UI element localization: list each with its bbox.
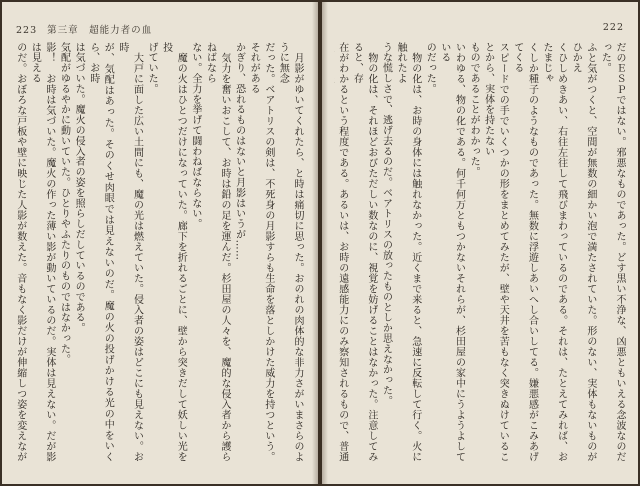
right-line: くしか種子のようなものであった。無数に浮遊しあいへし合いしてる。嫌悪感がこみあげてくる xyxy=(511,42,538,462)
right-line: スピードでの手でいくつかの形をまとめてみたが、壁や天井を苦もなく突きぬけていることから、実体を持たない xyxy=(482,42,509,462)
right-page-number: 222 xyxy=(602,22,624,33)
left-page-number: 223 xyxy=(16,25,38,36)
left-line: 気配がゆるやかに動いていた。ひとりやふたりのものではなかった。 xyxy=(58,42,70,365)
right-page-body xyxy=(334,42,626,462)
right-page-header xyxy=(603,22,624,33)
left-running-header: 第三章 超能力者の血 xyxy=(47,25,153,36)
right-line: くひしめきあい、右往左往して飛びまわっているのである。それは、たとえてみれば、おたまじゃ xyxy=(541,42,567,462)
left-line: ない。全力を挙げて闘わねばならない。 xyxy=(189,42,201,230)
right-line: だのＥＳＰではない。邪悪なものであった。どす黒い不浄な、凶悪ともいえる念波なのだった。 xyxy=(599,42,625,462)
right-page xyxy=(322,2,638,484)
left-line: が、気配はあった。そのくせ肉眼では見えないのだ。魔の火の投げかける光の中をいくら、お時 xyxy=(87,42,114,462)
left-line: 気力を奮いおこして、お時は鉛の足を運んだ。杉田屋の人々を、魔的な侵入者から護らねばなら xyxy=(204,42,231,462)
left-line: 大戸に面した広い土間にも、魔の光は燃えていた。侵入者の姿はどこにも見えない。お時 xyxy=(116,42,143,462)
left-line: 月影がゆいてくれたら、と時は痛切に思った。おのれの肉体的な非力さがいまさらのように無念 xyxy=(277,42,303,462)
left-page-header xyxy=(16,22,152,36)
right-line: ものであることがわかった。 xyxy=(468,42,480,178)
right-line: 在がわかるという程度である。あるいは、お時の遠感能力にのみ察知されるもので、普通 xyxy=(336,42,348,462)
right-line: うな慌しさで、逃げ去るのだ。ベアトリスの放ったものとしか思えなかった。 xyxy=(380,42,392,406)
left-line: かぎり、恐れるものはないと月影はいうが…… xyxy=(233,42,245,261)
left-line: 魔の火はひとつだけになっていた。廊下を折れるごとに、壁から突きだして妖しい光を投 xyxy=(160,42,187,462)
right-line: 物の化は、それほどおびただしい数なのに、視覚を妨げることはなかった。注意してみると、存 xyxy=(351,42,377,462)
right-line: ふと気がつくと、空間が無数の細かい泡で満たされていた。形のない、実体もないものがひかえ xyxy=(570,42,596,462)
left-line: 影！ お時は気づいた。魔火の作った薄い影が動いているのだ。実体は見えない。だが影は見える xyxy=(29,42,55,462)
right-line: 物の化は、お時の身体には触れなかった。近くまで来ると、急速に反転して行く。火に触れたよ xyxy=(395,42,421,462)
left-page xyxy=(2,2,318,484)
left-page-body xyxy=(14,42,304,462)
right-line: のだった。 xyxy=(424,42,436,94)
right-line: いわゆる、物の化である。何千何万ともつかないそれらが、杉田屋の家中にうようよしている xyxy=(438,42,465,462)
left-line: は気づいた。魔火の侵入者の姿を照らしだしているのである。 xyxy=(73,42,85,334)
left-line: のだ。おぼろな戸板や壁に映じた人影が数えた。音もなく影だけが伸縮しつ姿を変えなが xyxy=(14,42,26,462)
left-line: だった。ベアトリスの剣は、不死身の月影すらも生命を落としかけた威力を持つという。それがある xyxy=(248,42,274,462)
left-line: げていた。 xyxy=(146,42,158,94)
